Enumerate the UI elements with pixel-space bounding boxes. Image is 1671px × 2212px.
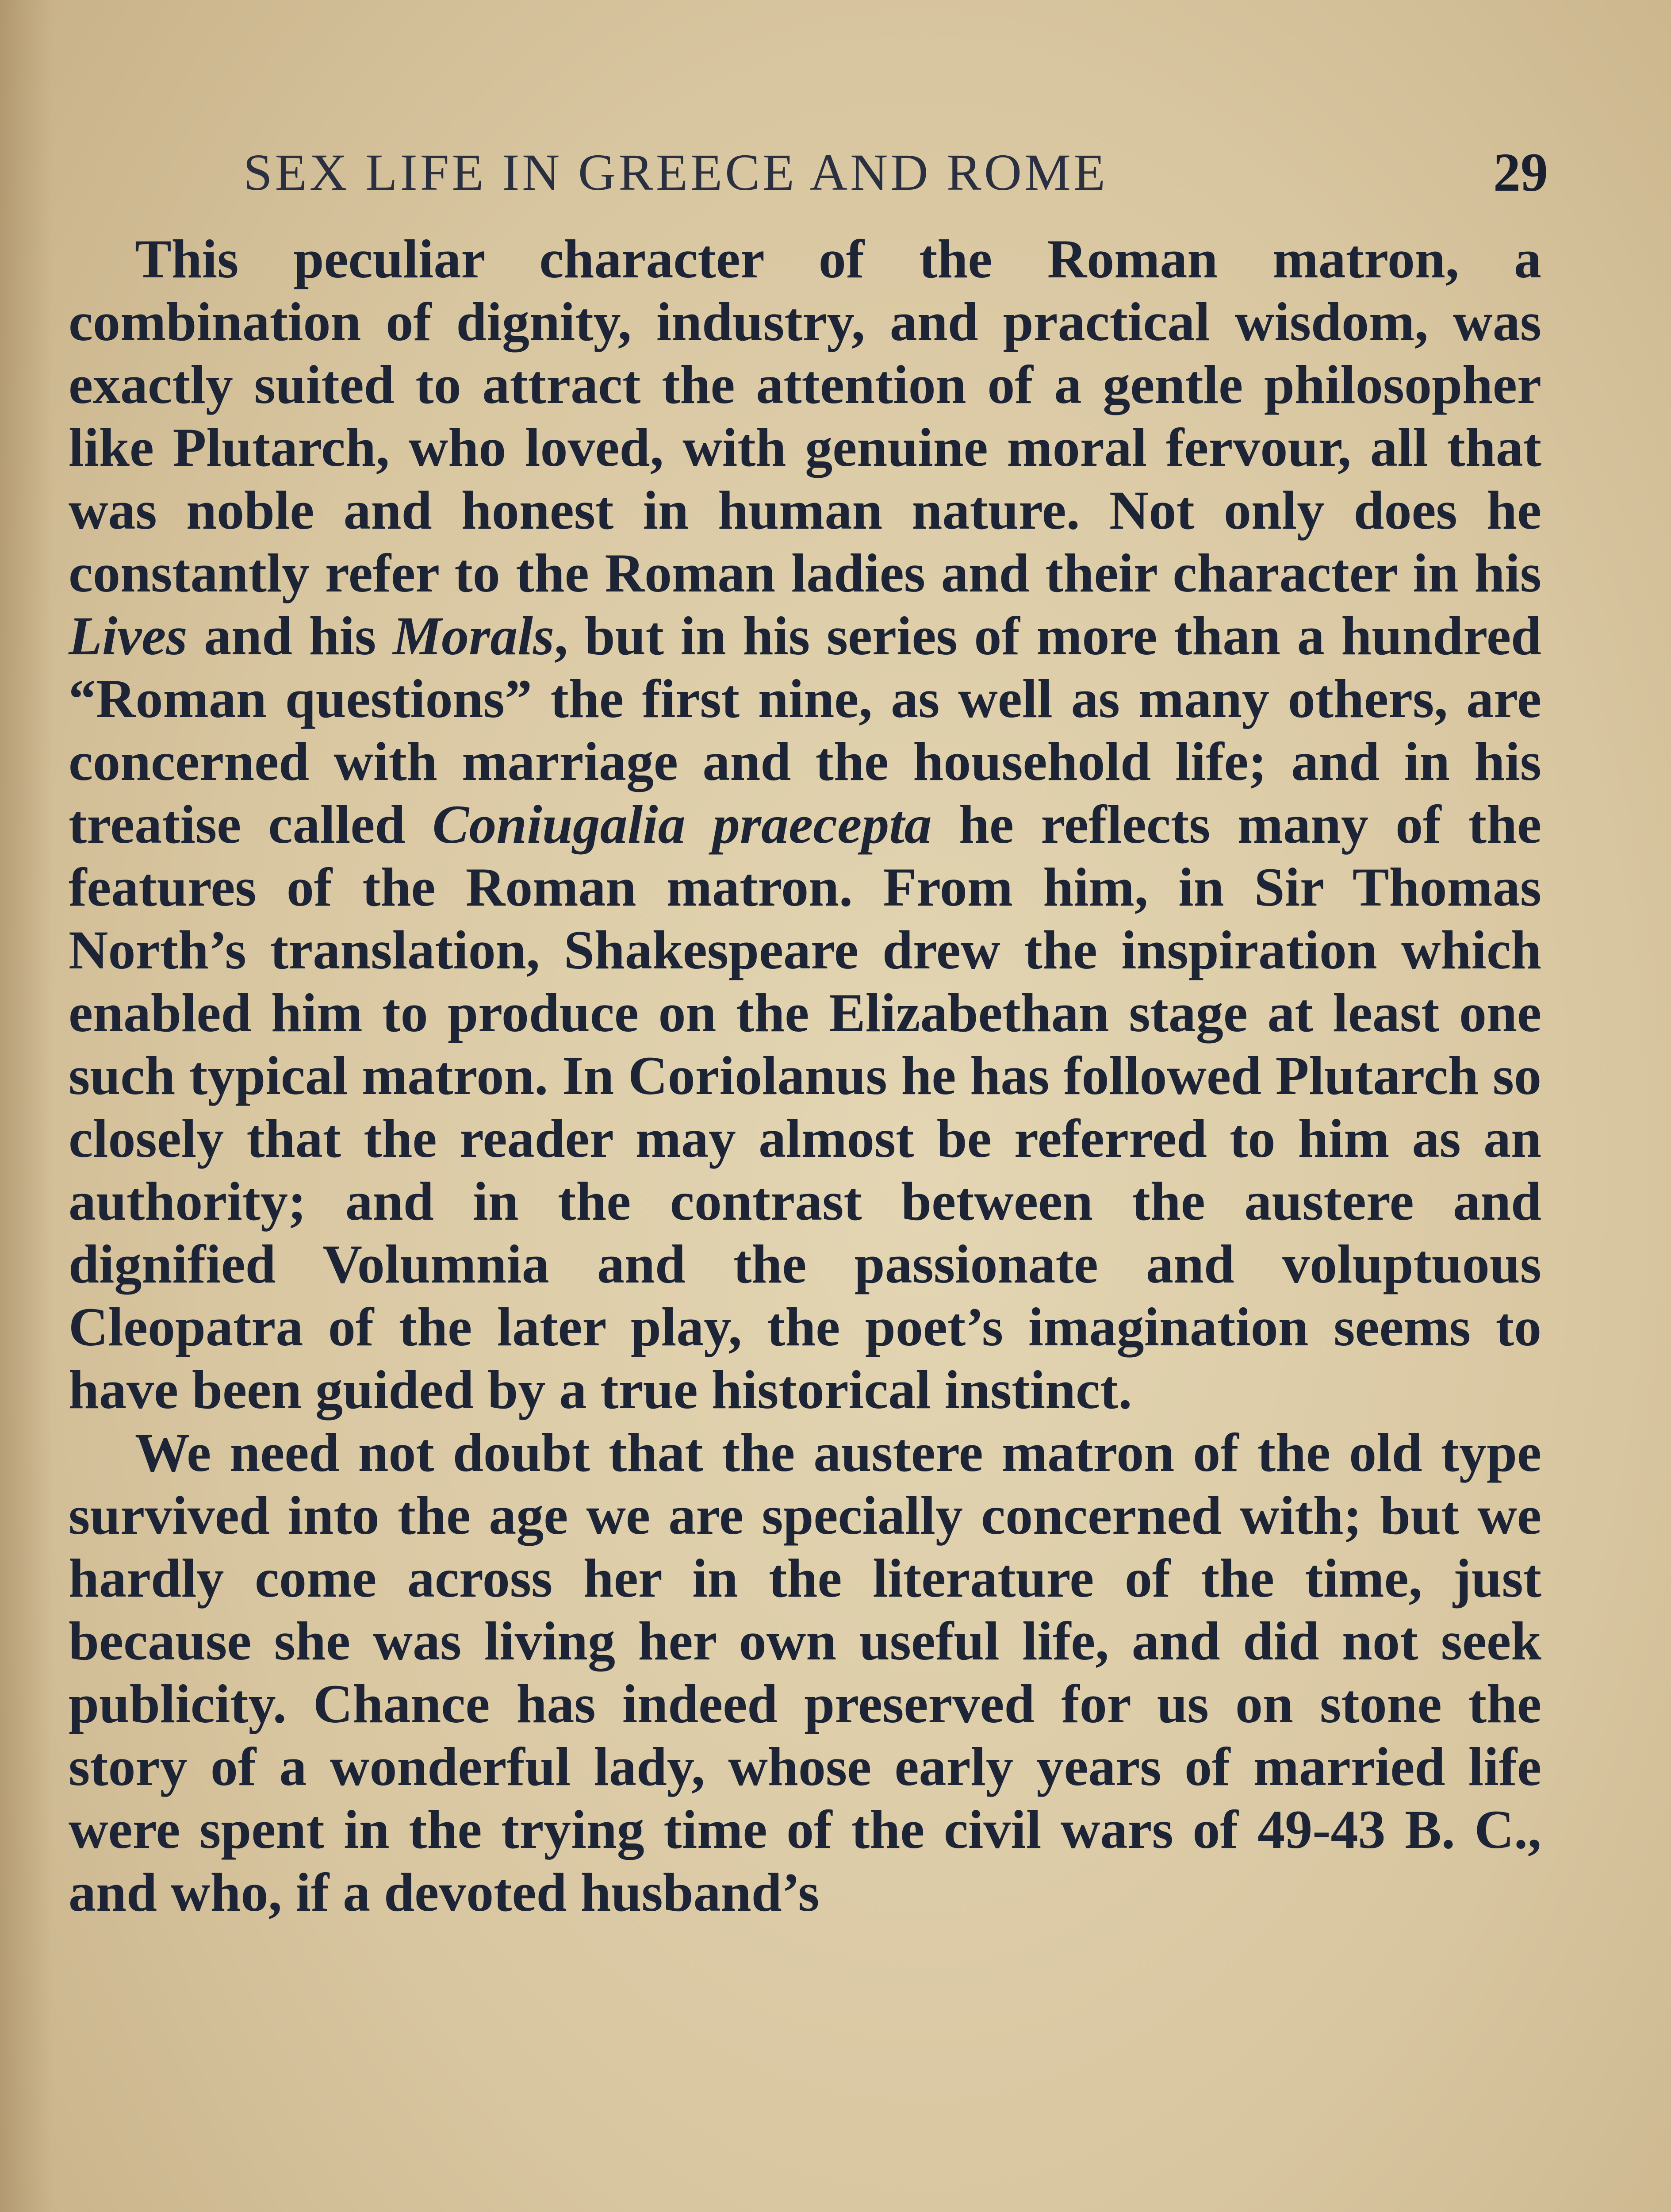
italic-title-lives: Lives <box>69 606 188 666</box>
body-text <box>69 228 1541 1924</box>
paragraph-1: This peculiar character of the Roman matron, a combination of dignity, industry, and practical wisdom, was exactly suited to attract the attention of a gentle philosopher like Plutarch, who loved, with genuine moral fervour, all that was noble and honest in human nature. Not only does he constantly refer to the Roman ladies and their character in his Lives and his Morals, but in his series of more than a hundred “Roman questions” the first nine, as well as many others, are concerned with marriage and the household life; and in his treatise called Coniugalia praecepta he reflects many of the features of the Roman matron. From him, in Sir Thomas North’s translation, Shakespeare drew the inspiration which enabled him to produce on the Elizabethan stage at least one such typical matron. In Coriolanus he has followed Plutarch so closely that the reader may almost be referred to him as an authority; and in the contrast between the austere and dignified Volumnia and the passionate and voluptuous Cleopatra of the later play, the poet’s imagination seems to have been guided by a true historical instinct. <box>69 229 1541 1420</box>
running-title: SEX LIFE IN GREECE AND ROME <box>243 143 1108 201</box>
italic-title-morals: Morals <box>392 606 555 666</box>
running-header <box>71 133 1548 212</box>
italic-title-coniugalia: Coniugalia praecepta <box>432 794 932 855</box>
page-number: 29 <box>1493 142 1548 203</box>
paragraph-2: We need not doubt that the austere matron of the old type survived into the age we are specially concerned with; but we hardly come across her in the literature of the time, just because she was living her own useful life, and did not seek publicity. Chance has indeed preserved for us on stone the story of a wonderful lady, whose early years of married life were spent in the trying time of the civil wars of 49-43 B. C., and who, if a devoted husband’s <box>69 1422 1541 1923</box>
page-edge-shadow <box>0 0 53 2212</box>
